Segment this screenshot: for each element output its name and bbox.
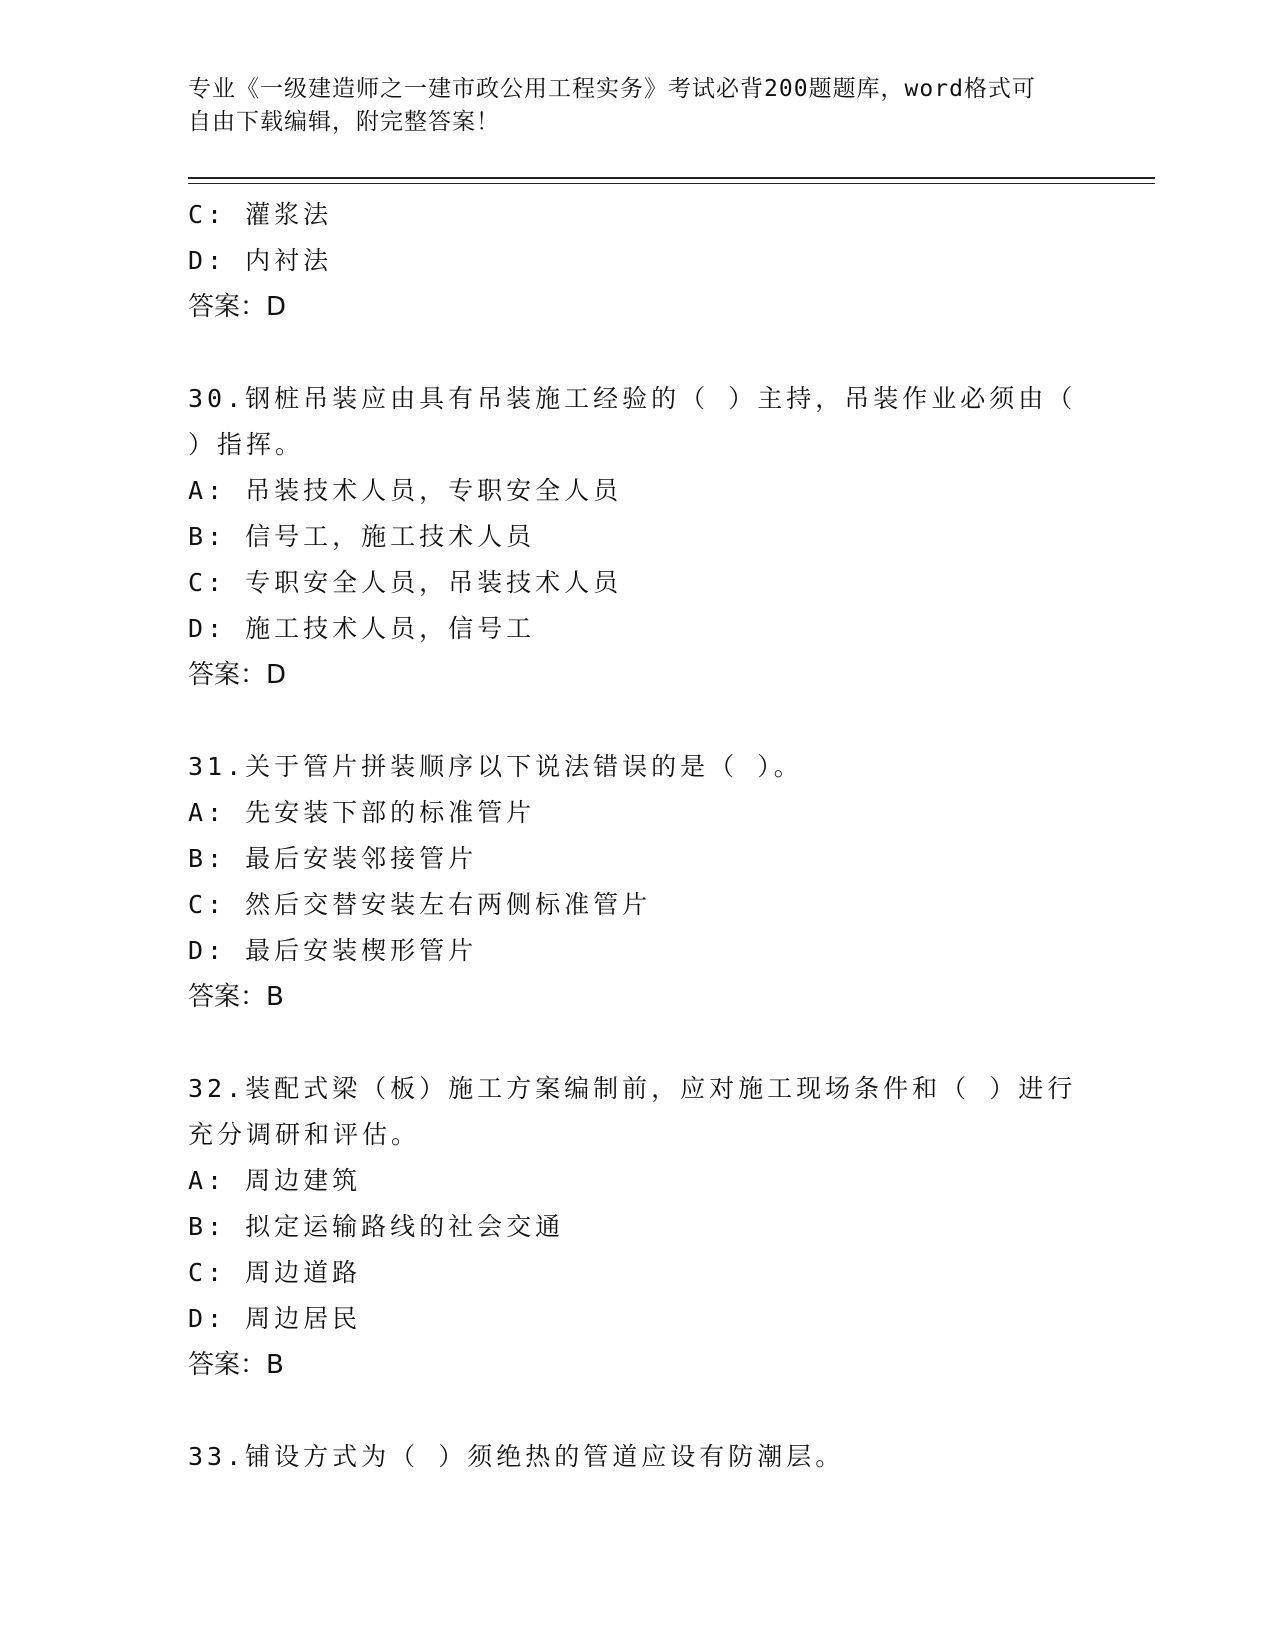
option-d: D: 施工技术人员，信号工	[188, 614, 536, 643]
answer: 答案：B	[188, 1350, 284, 1380]
spacer	[188, 698, 1088, 744]
header-divider	[188, 177, 1155, 184]
option-a: A: 吊装技术人员，专职安全人员	[188, 476, 623, 505]
option-b: B: 拟定运输路线的社会交通	[188, 1212, 565, 1241]
question-29-tail	[188, 192, 1088, 330]
option-c: C: 周边道路	[188, 1258, 362, 1287]
question-33	[188, 1434, 1088, 1480]
question-stem-continued: ）指挥。	[188, 430, 305, 459]
spacer	[188, 1388, 1088, 1434]
question-31	[188, 744, 1088, 1020]
answer: 答案：D	[188, 660, 287, 690]
option-c: C: 专职安全人员，吊装技术人员	[188, 568, 623, 597]
question-stem: 32.装配式梁（板）施工方案编制前，应对施工现场条件和（ ）进行	[188, 1074, 1077, 1103]
question-stem: 30.钢桩吊装应由具有吊装施工经验的（ ）主持，吊装作业必须由（	[188, 384, 1077, 413]
spacer	[188, 330, 1088, 376]
option-d: D: 最后安装楔形管片	[188, 936, 478, 965]
question-stem: 33.铺设方式为（ ）须绝热的管道应设有防潮层。	[188, 1442, 845, 1471]
option-c: C: 灌浆法	[188, 200, 333, 229]
header-title-line-2: 自由下载编辑，附完整答案！	[188, 109, 500, 135]
answer: 答案：B	[188, 982, 284, 1012]
question-stem-continued: 充分调研和评估。	[188, 1120, 421, 1149]
question-list	[188, 192, 1088, 1480]
option-b: B: 信号工，施工技术人员	[188, 522, 536, 551]
spacer	[188, 1020, 1088, 1066]
question-stem: 31.关于管片拼装顺序以下说法错误的是（ ）。	[188, 752, 803, 781]
answer: 答案：D	[188, 292, 287, 322]
question-30	[188, 376, 1088, 698]
page-header	[188, 73, 1068, 139]
question-32	[188, 1066, 1088, 1388]
option-d: D: 周边居民	[188, 1304, 362, 1333]
option-d: D: 内衬法	[188, 246, 333, 275]
option-a: A: 周边建筑	[188, 1166, 362, 1195]
option-c: C: 然后交替安装左右两侧标准管片	[188, 890, 652, 919]
header-title-line-1: 专业《一级建造师之一建市政公用工程实务》考试必背200题题库，word格式可	[188, 76, 1036, 102]
option-a: A: 先安装下部的标准管片	[188, 798, 536, 827]
option-b: B: 最后安装邻接管片	[188, 844, 478, 873]
